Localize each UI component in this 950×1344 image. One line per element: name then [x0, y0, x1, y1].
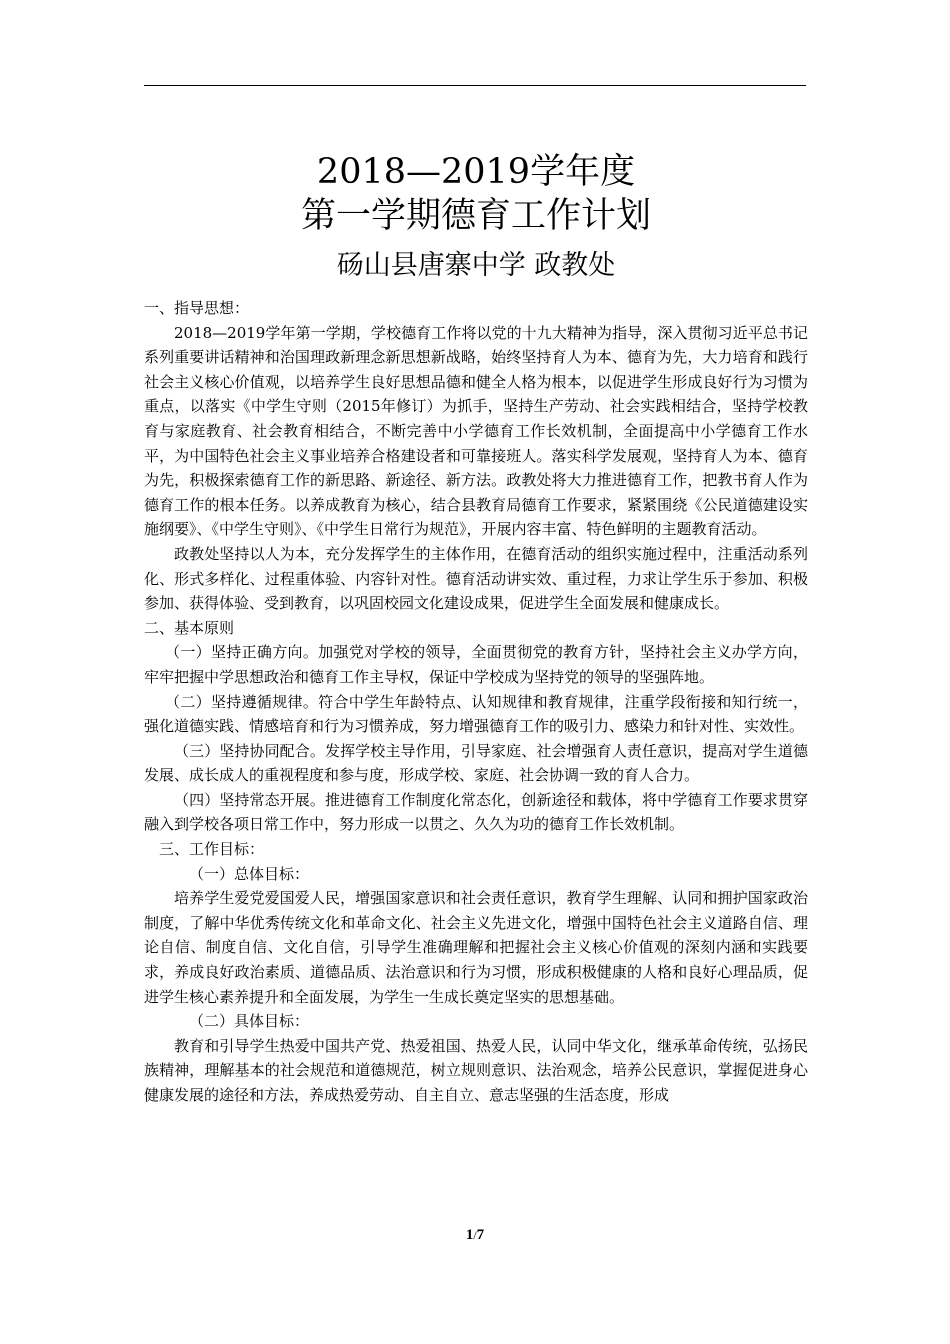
- page-separator: /: [473, 1228, 477, 1242]
- header-rule: [144, 85, 806, 86]
- paragraph: 2018—2019学年第一学期，学校德育工作将以党的十九大精神为指导，深入贯彻习近平总书记系列重要讲话精神和治国理政新理念新思想新战略，始终坚持育人为本、德育为先，大力培育和践行社会主义核心价值观，以培养学生良好思想品德和健全人格为根本，以促进学生形成良好行为习惯为重点，以落实《中学生守则（2015年修订）为抓手，坚持生产劳动、社会实践相结合，坚持学校教育与家庭教育、社会教育相结合，不断完善中小学德育工作长效机制，全面提高中小学德育工作水平，为中国特色社会主义事业培养合格建设者和可靠接班人。落实科学发展观，坚持育人为本、德育为先，积极探索德育工作的新思路、新途径、新方法。政教处将大力推进德育工作，把教书育人作为德育工作的根本任务。以养成教育为核心，结合县教育局德育工作要求，紧紧围绕《公民道德建设实施纲要》、《中学生守则》、《中学生日常行为规范》，开展内容丰富、特色鲜明的主题教育活动。: [144, 323, 808, 539]
- section-heading-3: 三、工作目标：: [159, 840, 265, 859]
- paragraph: （四）坚持常态开展。推进德育工作制度化常态化，创新途径和载体，将中学德育工作要求贯穿融入到学校各项日常工作中，努力形成一以贯之、久久为功的德育工作长效机制。: [144, 790, 808, 834]
- current-page: 1: [465, 1227, 474, 1243]
- paragraph: 教育和引导学生热爱中国共产党、热爱祖国、热爱人民，认同中华文化，继承革命传统，弘扬民族精神，理解基本的社会规范和道德规范，树立规则意识、法治观念，培养公民意识，掌握促进身心健康发展的途径和方法，养成热爱劳动、自主自立、意志坚强的生活态度，形成: [144, 1036, 808, 1104]
- section-heading-2: 二、基本原则: [144, 618, 235, 637]
- document-body: [144, 296, 808, 1108]
- document-page: [144, 150, 808, 1108]
- subsection-heading: （二）具体目标：: [189, 1012, 310, 1031]
- total-pages: 7: [476, 1227, 485, 1243]
- page-number: [0, 1227, 950, 1244]
- document-title-line2: 第一学期德育工作计划: [300, 196, 651, 236]
- subsection-heading: （一）总体目标：: [189, 864, 310, 883]
- document-subtitle: 砀山县唐寨中学 政教处: [336, 250, 616, 281]
- section-heading-1: 一、指导思想：: [144, 299, 250, 317]
- paragraph: （二）坚持遵循规律。符合中学生年龄特点、认知规律和教育规律，注重学段衔接和知行统一，强化道德实践、情感培育和行为习惯养成，努力增强德育工作的吸引力、感染力和针对性、实效性。: [144, 692, 808, 736]
- paragraph: （三）坚持协同配合。发挥学校主导作用，引导家庭、社会增强育人责任意识，提高对学生道德发展、成长成人的重视程度和参与度，形成学校、家庭、社会协调一致的育人合力。: [144, 741, 808, 785]
- paragraph: （一）坚持正确方向。加强党对学校的领导，全面贯彻党的教育方针，坚持社会主义办学方向，牢牢把握中学思想政治和德育工作主导权，保证中学校成为坚持党的领导的坚强阵地。: [144, 643, 808, 686]
- document-title-line1: 2018—2019学年度: [316, 152, 636, 192]
- paragraph: 培养学生爱党爱国爱人民，增强国家意识和社会责任意识，教育学生理解、认同和拥护国家政治制度，了解中华优秀传统文化和革命文化、社会主义先进文化，增强中国特色社会主义道路自信、理论自信、制度自信、文化自信，引导学生准确理解和把握社会主义核心价值观的深刻内涵和实践要求，养成良好政治素质、道德品质、法治意识和行为习惯，形成积极健康的人格和良好心理品质，促进学生核心素养提升和全面发展，为学生一生成长奠定坚实的思想基础。: [144, 889, 808, 1006]
- paragraph: 政教处坚持以人为本，充分发挥学生的主体作用，在德育活动的组织实施过程中，注重活动系列化、形式多样化、过程重体验、内容针对性。德育活动讲实效、重过程，力求让学生乐于参加、积极参加、获得体验、受到教育，以巩固校园文化建设成果，促进学生全面发展和健康成长。: [144, 544, 808, 613]
